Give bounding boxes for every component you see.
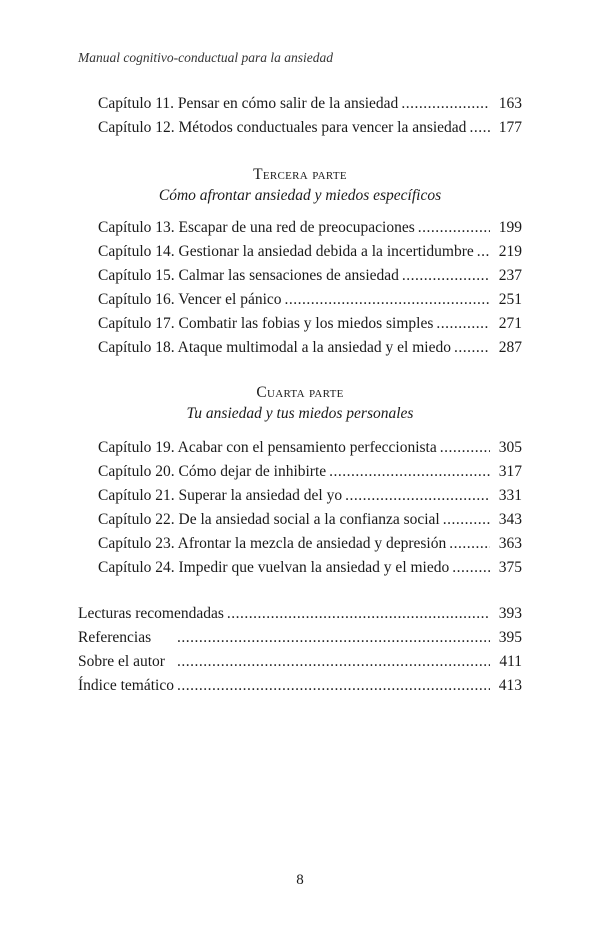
dot-leader [401, 94, 490, 114]
toc-entry-title: Capítulo 17. Combatir las fobias y los miedos simples [98, 315, 434, 332]
toc-entry-page: 163 [498, 95, 522, 112]
toc-entry-page: 375 [498, 559, 522, 576]
backmatter-entry [78, 652, 522, 672]
toc-entry-title: Capítulo 19. Acabar con el pensamiento perfeccionista [98, 439, 437, 456]
toc-entry [98, 558, 522, 578]
toc-entry-title: Capítulo 11. Pensar en cómo salir de la ansiedad [98, 95, 399, 112]
backmatter-entry [78, 676, 522, 696]
dot-leader [477, 242, 490, 262]
toc-entry-page: 331 [498, 487, 522, 504]
toc-entry-page: 363 [498, 535, 522, 552]
toc-entry-page: 317 [498, 463, 522, 480]
running-head: Manual cognitivo-conductual para la ansiedad [78, 50, 333, 65]
dot-leader [436, 314, 490, 334]
backmatter-page: 395 [498, 629, 522, 646]
backmatter-title: Lecturas recomendadas [78, 605, 224, 622]
toc-entry [98, 242, 522, 262]
dot-leader [345, 486, 490, 506]
dot-leader [227, 604, 490, 624]
toc-entry [98, 510, 522, 530]
toc-entry [98, 290, 522, 310]
backmatter-page: 413 [498, 677, 522, 694]
dot-leader [177, 652, 490, 672]
toc-entry-title: Capítulo 18. Ataque multimodal a la ansiedad y el miedo [98, 339, 451, 356]
backmatter-page: 411 [499, 653, 522, 670]
toc-entry-title: Capítulo 15. Calmar las sensaciones de ansiedad [98, 267, 399, 284]
backmatter-title: Referencias [78, 629, 152, 646]
backmatter-page: 393 [498, 605, 522, 622]
toc-entry-page: 237 [498, 267, 522, 284]
dot-leader [177, 676, 490, 696]
toc-entry-page: 199 [498, 219, 522, 236]
toc-entry-title: Capítulo 22. De la ansiedad social a la confianza social [98, 511, 440, 528]
toc-entry-title: Capítulo 14. Gestionar la ansiedad debida a la incertidumbre [98, 243, 474, 260]
toc-entry-page: 251 [498, 291, 522, 308]
toc-entry-title: Capítulo 12. Métodos conductuales para vencer la ansiedad [98, 119, 467, 136]
backmatter-title: Sobre el autor [78, 653, 165, 670]
toc-entry-page: 271 [498, 315, 522, 332]
backmatter-entry [78, 604, 522, 624]
dot-leader [452, 558, 490, 578]
toc-entry-title: Capítulo 23. Afrontar la mezcla de ansiedad y depresión [98, 535, 447, 552]
toc-entry-page: 177 [498, 119, 522, 136]
dot-leader [418, 218, 490, 238]
dot-leader [329, 462, 490, 482]
toc-entry-page: 305 [498, 439, 522, 456]
toc-entry [98, 338, 522, 358]
dot-leader [285, 290, 490, 310]
toc-entry [98, 218, 522, 238]
toc-entry [98, 534, 522, 554]
toc-entry-page: 219 [498, 243, 522, 260]
toc-entry-page: 343 [498, 511, 522, 528]
toc-entry [98, 266, 522, 286]
part-four-heading: Cuarta parte [256, 384, 344, 401]
toc-entry [98, 94, 522, 114]
toc-entry-title: Capítulo 24. Impedir que vuelvan la ansiedad y el miedo [98, 559, 450, 576]
toc-entry [98, 118, 522, 138]
dot-leader [443, 510, 490, 530]
page-number: 8 [296, 872, 304, 888]
backmatter-entry [78, 628, 522, 648]
toc-entry [98, 438, 522, 458]
dot-leader [402, 266, 490, 286]
backmatter-title: Índice temático [78, 677, 174, 694]
dot-leader [177, 628, 490, 648]
toc-entry-title: Capítulo 13. Escapar de una red de preocupaciones [98, 219, 415, 236]
part-three-heading: Tercera parte [253, 166, 347, 183]
toc-entry-title: Capítulo 16. Vencer el pánico [98, 291, 282, 308]
toc-entry [98, 462, 522, 482]
toc-entry [98, 314, 522, 334]
dot-leader [449, 534, 490, 554]
toc-entry-page: 287 [498, 339, 522, 356]
part-four-subtitle: Tu ansiedad y tus miedos personales [186, 405, 414, 422]
toc-entry [98, 486, 522, 506]
dot-leader [440, 438, 490, 458]
toc-entry-title: Capítulo 20. Cómo dejar de inhibirte [98, 463, 327, 480]
dot-leader [454, 338, 490, 358]
dot-leader [469, 118, 490, 138]
toc-entry-title: Capítulo 21. Superar la ansiedad del yo [98, 487, 343, 504]
part-three-subtitle: Cómo afrontar ansiedad y miedos específicos [158, 187, 442, 204]
